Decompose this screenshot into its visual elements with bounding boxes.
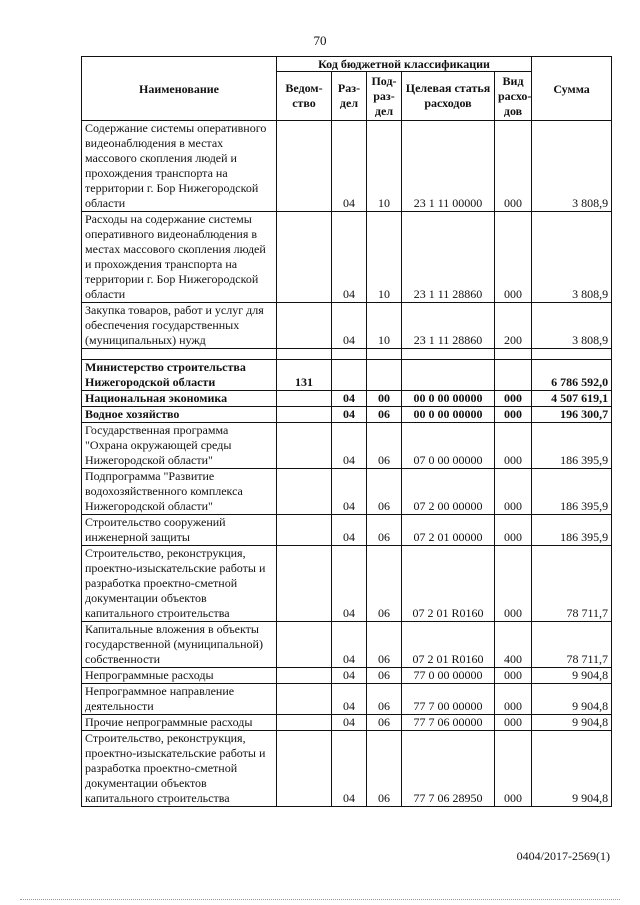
row-name-cell: Непрограммные расходы bbox=[82, 668, 277, 684]
row-podrazdel-cell: 06 bbox=[367, 469, 402, 515]
table-row bbox=[82, 546, 612, 622]
row-razdel-cell: 04 bbox=[332, 684, 367, 715]
row-vid-cell: 000 bbox=[495, 715, 532, 731]
row-razdel-cell: 04 bbox=[332, 515, 367, 546]
empty-cell bbox=[367, 349, 402, 360]
header-vid: Вид расхо- дов bbox=[495, 72, 532, 121]
row-tselevaya-cell: 77 0 00 00000 bbox=[402, 668, 495, 684]
row-podrazdel-cell: 06 bbox=[367, 668, 402, 684]
row-name-cell: Прочие непрограммные расходы bbox=[82, 715, 277, 731]
row-vedomstvo-cell bbox=[277, 121, 332, 212]
row-name-cell: Национальная экономика bbox=[82, 391, 277, 407]
row-tselevaya-cell: 00 0 00 00000 bbox=[402, 407, 495, 423]
row-razdel-cell: 04 bbox=[332, 469, 367, 515]
row-podrazdel-cell: 10 bbox=[367, 212, 402, 303]
row-name-cell: Строительство, реконструкция, проектно-изыскательские работы и разработка проектно-сметной документации объектов капитального строительства bbox=[82, 731, 277, 807]
row-name-cell: Непрограммное направление деятельности bbox=[82, 684, 277, 715]
row-razdel-cell bbox=[332, 360, 367, 391]
row-vedomstvo-cell bbox=[277, 423, 332, 469]
row-summa-cell: 9 904,8 bbox=[532, 731, 612, 807]
row-vedomstvo-cell bbox=[277, 407, 332, 423]
row-vedomstvo-cell bbox=[277, 731, 332, 807]
header-razdel: Раз- дел bbox=[332, 72, 367, 121]
row-podrazdel-cell bbox=[367, 360, 402, 391]
row-summa-cell: 3 808,9 bbox=[532, 121, 612, 212]
empty-cell bbox=[532, 349, 612, 360]
table-row bbox=[82, 668, 612, 684]
empty-cell bbox=[332, 349, 367, 360]
row-tselevaya-cell: 07 2 01 R0160 bbox=[402, 622, 495, 668]
row-vid-cell: 000 bbox=[495, 546, 532, 622]
table-row bbox=[82, 349, 612, 360]
row-summa-cell: 186 395,9 bbox=[532, 423, 612, 469]
row-summa-cell: 9 904,8 bbox=[532, 684, 612, 715]
row-podrazdel-cell: 10 bbox=[367, 303, 402, 349]
bottom-divider bbox=[20, 899, 620, 900]
row-summa-cell: 186 395,9 bbox=[532, 515, 612, 546]
table-row bbox=[82, 121, 612, 212]
row-podrazdel-cell: 06 bbox=[367, 715, 402, 731]
empty-cell bbox=[402, 349, 495, 360]
row-tselevaya-cell: 77 7 06 00000 bbox=[402, 715, 495, 731]
row-vedomstvo-cell bbox=[277, 212, 332, 303]
row-vid-cell: 000 bbox=[495, 731, 532, 807]
row-tselevaya-cell: 77 7 06 28950 bbox=[402, 731, 495, 807]
row-name-cell: Содержание системы оперативного видеонаблюдения в местах массового скопления людей и прохождения транспорта на территории г. Бор Нижегородской области bbox=[82, 121, 277, 212]
table-row bbox=[82, 515, 612, 546]
row-razdel-cell: 04 bbox=[332, 546, 367, 622]
row-vid-cell: 000 bbox=[495, 515, 532, 546]
row-tselevaya-cell: 07 0 00 00000 bbox=[402, 423, 495, 469]
row-name-cell: Расходы на содержание системы оперативного видеонаблюдения в местах массового скопления людей и прохождения транспорта на территории г. Бор Нижегородской области bbox=[82, 212, 277, 303]
row-vid-cell: 000 bbox=[495, 423, 532, 469]
row-summa-cell: 78 711,7 bbox=[532, 622, 612, 668]
row-vedomstvo-cell bbox=[277, 684, 332, 715]
table-row bbox=[82, 391, 612, 407]
row-tselevaya-cell: 07 2 01 00000 bbox=[402, 515, 495, 546]
row-name-cell: Капитальные вложения в объекты государственной (муниципальной) собственности bbox=[82, 622, 277, 668]
empty-cell bbox=[82, 349, 277, 360]
table-row bbox=[82, 622, 612, 668]
row-razdel-cell: 04 bbox=[332, 391, 367, 407]
table-row bbox=[82, 715, 612, 731]
row-vid-cell: 000 bbox=[495, 684, 532, 715]
row-razdel-cell: 04 bbox=[332, 731, 367, 807]
row-vedomstvo-cell bbox=[277, 469, 332, 515]
row-vid-cell bbox=[495, 360, 532, 391]
row-tselevaya-cell: 23 1 11 28860 bbox=[402, 212, 495, 303]
table-row bbox=[82, 731, 612, 807]
row-tselevaya-cell bbox=[402, 360, 495, 391]
table-row bbox=[82, 684, 612, 715]
row-razdel-cell: 04 bbox=[332, 212, 367, 303]
row-razdel-cell: 04 bbox=[332, 715, 367, 731]
row-tselevaya-cell: 00 0 00 00000 bbox=[402, 391, 495, 407]
row-podrazdel-cell: 06 bbox=[367, 622, 402, 668]
row-tselevaya-cell: 77 7 00 00000 bbox=[402, 684, 495, 715]
row-vedomstvo-cell: 131 bbox=[277, 360, 332, 391]
row-vedomstvo-cell bbox=[277, 668, 332, 684]
row-vid-cell: 000 bbox=[495, 391, 532, 407]
header-vedomstvo: Ведом- ство bbox=[277, 72, 332, 121]
row-razdel-cell: 04 bbox=[332, 668, 367, 684]
table-row bbox=[82, 212, 612, 303]
table-row bbox=[82, 360, 612, 391]
row-podrazdel-cell: 06 bbox=[367, 684, 402, 715]
budget-table bbox=[81, 56, 612, 807]
row-podrazdel-cell: 00 bbox=[367, 391, 402, 407]
row-tselevaya-cell: 23 1 11 00000 bbox=[402, 121, 495, 212]
table-row bbox=[82, 469, 612, 515]
row-razdel-cell: 04 bbox=[332, 423, 367, 469]
header-name: Наименование bbox=[82, 57, 277, 121]
table-body bbox=[82, 121, 612, 807]
table-row bbox=[82, 423, 612, 469]
row-tselevaya-cell: 23 1 11 28860 bbox=[402, 303, 495, 349]
row-razdel-cell: 04 bbox=[332, 121, 367, 212]
row-name-cell: Строительство сооружений инженерной защиты bbox=[82, 515, 277, 546]
row-vedomstvo-cell bbox=[277, 515, 332, 546]
row-summa-cell: 9 904,8 bbox=[532, 715, 612, 731]
row-razdel-cell: 04 bbox=[332, 622, 367, 668]
row-summa-cell: 196 300,7 bbox=[532, 407, 612, 423]
row-summa-cell: 4 507 619,1 bbox=[532, 391, 612, 407]
row-podrazdel-cell: 06 bbox=[367, 515, 402, 546]
row-podrazdel-cell: 10 bbox=[367, 121, 402, 212]
page-number: 70 bbox=[313, 33, 327, 48]
empty-cell bbox=[277, 349, 332, 360]
row-vedomstvo-cell bbox=[277, 715, 332, 731]
header-row-1 bbox=[82, 57, 612, 72]
table-row bbox=[82, 303, 612, 349]
row-podrazdel-cell: 06 bbox=[367, 423, 402, 469]
row-podrazdel-cell: 06 bbox=[367, 546, 402, 622]
row-summa-cell: 78 711,7 bbox=[532, 546, 612, 622]
row-vedomstvo-cell bbox=[277, 622, 332, 668]
row-summa-cell: 6 786 592,0 bbox=[532, 360, 612, 391]
row-razdel-cell: 04 bbox=[332, 303, 367, 349]
row-vedomstvo-cell bbox=[277, 546, 332, 622]
row-name-cell: Закупка товаров, работ и услуг для обеспечения государственных (муниципальных) нужд bbox=[82, 303, 277, 349]
row-summa-cell: 186 395,9 bbox=[532, 469, 612, 515]
empty-cell bbox=[495, 349, 532, 360]
row-summa-cell: 9 904,8 bbox=[532, 668, 612, 684]
header-tselevaya: Целевая статья расходов bbox=[402, 72, 495, 121]
header-podrazdel: Под- раз- дел bbox=[367, 72, 402, 121]
header-summa: Сумма bbox=[532, 57, 612, 121]
row-razdel-cell: 04 bbox=[332, 407, 367, 423]
row-vid-cell: 000 bbox=[495, 407, 532, 423]
row-name-cell: Министерство строительства Нижегородской области bbox=[82, 360, 277, 391]
row-name-cell: Государственная программа "Охрана окружающей среды Нижегородской области" bbox=[82, 423, 277, 469]
header-classification: Код бюджетной классификации bbox=[277, 57, 532, 72]
row-summa-cell: 3 808,9 bbox=[532, 303, 612, 349]
row-name-cell: Водное хозяйство bbox=[82, 407, 277, 423]
row-vid-cell: 000 bbox=[495, 121, 532, 212]
row-tselevaya-cell: 07 2 00 00000 bbox=[402, 469, 495, 515]
row-tselevaya-cell: 07 2 01 R0160 bbox=[402, 546, 495, 622]
row-podrazdel-cell: 06 bbox=[367, 407, 402, 423]
row-vid-cell: 000 bbox=[495, 469, 532, 515]
row-vid-cell: 400 bbox=[495, 622, 532, 668]
row-podrazdel-cell: 06 bbox=[367, 731, 402, 807]
row-name-cell: Подпрограмма "Развитие водохозяйственного комплекса Нижегородской области" bbox=[82, 469, 277, 515]
document-code: 0404/2017-2569(1) bbox=[516, 849, 610, 863]
row-vid-cell: 000 bbox=[495, 668, 532, 684]
table-row bbox=[82, 407, 612, 423]
row-vid-cell: 000 bbox=[495, 212, 532, 303]
row-vid-cell: 200 bbox=[495, 303, 532, 349]
row-vedomstvo-cell bbox=[277, 391, 332, 407]
row-vedomstvo-cell bbox=[277, 303, 332, 349]
row-name-cell: Строительство, реконструкция, проектно-изыскательские работы и разработка проектно-сметной документации объектов капитального строительства bbox=[82, 546, 277, 622]
row-summa-cell: 3 808,9 bbox=[532, 212, 612, 303]
